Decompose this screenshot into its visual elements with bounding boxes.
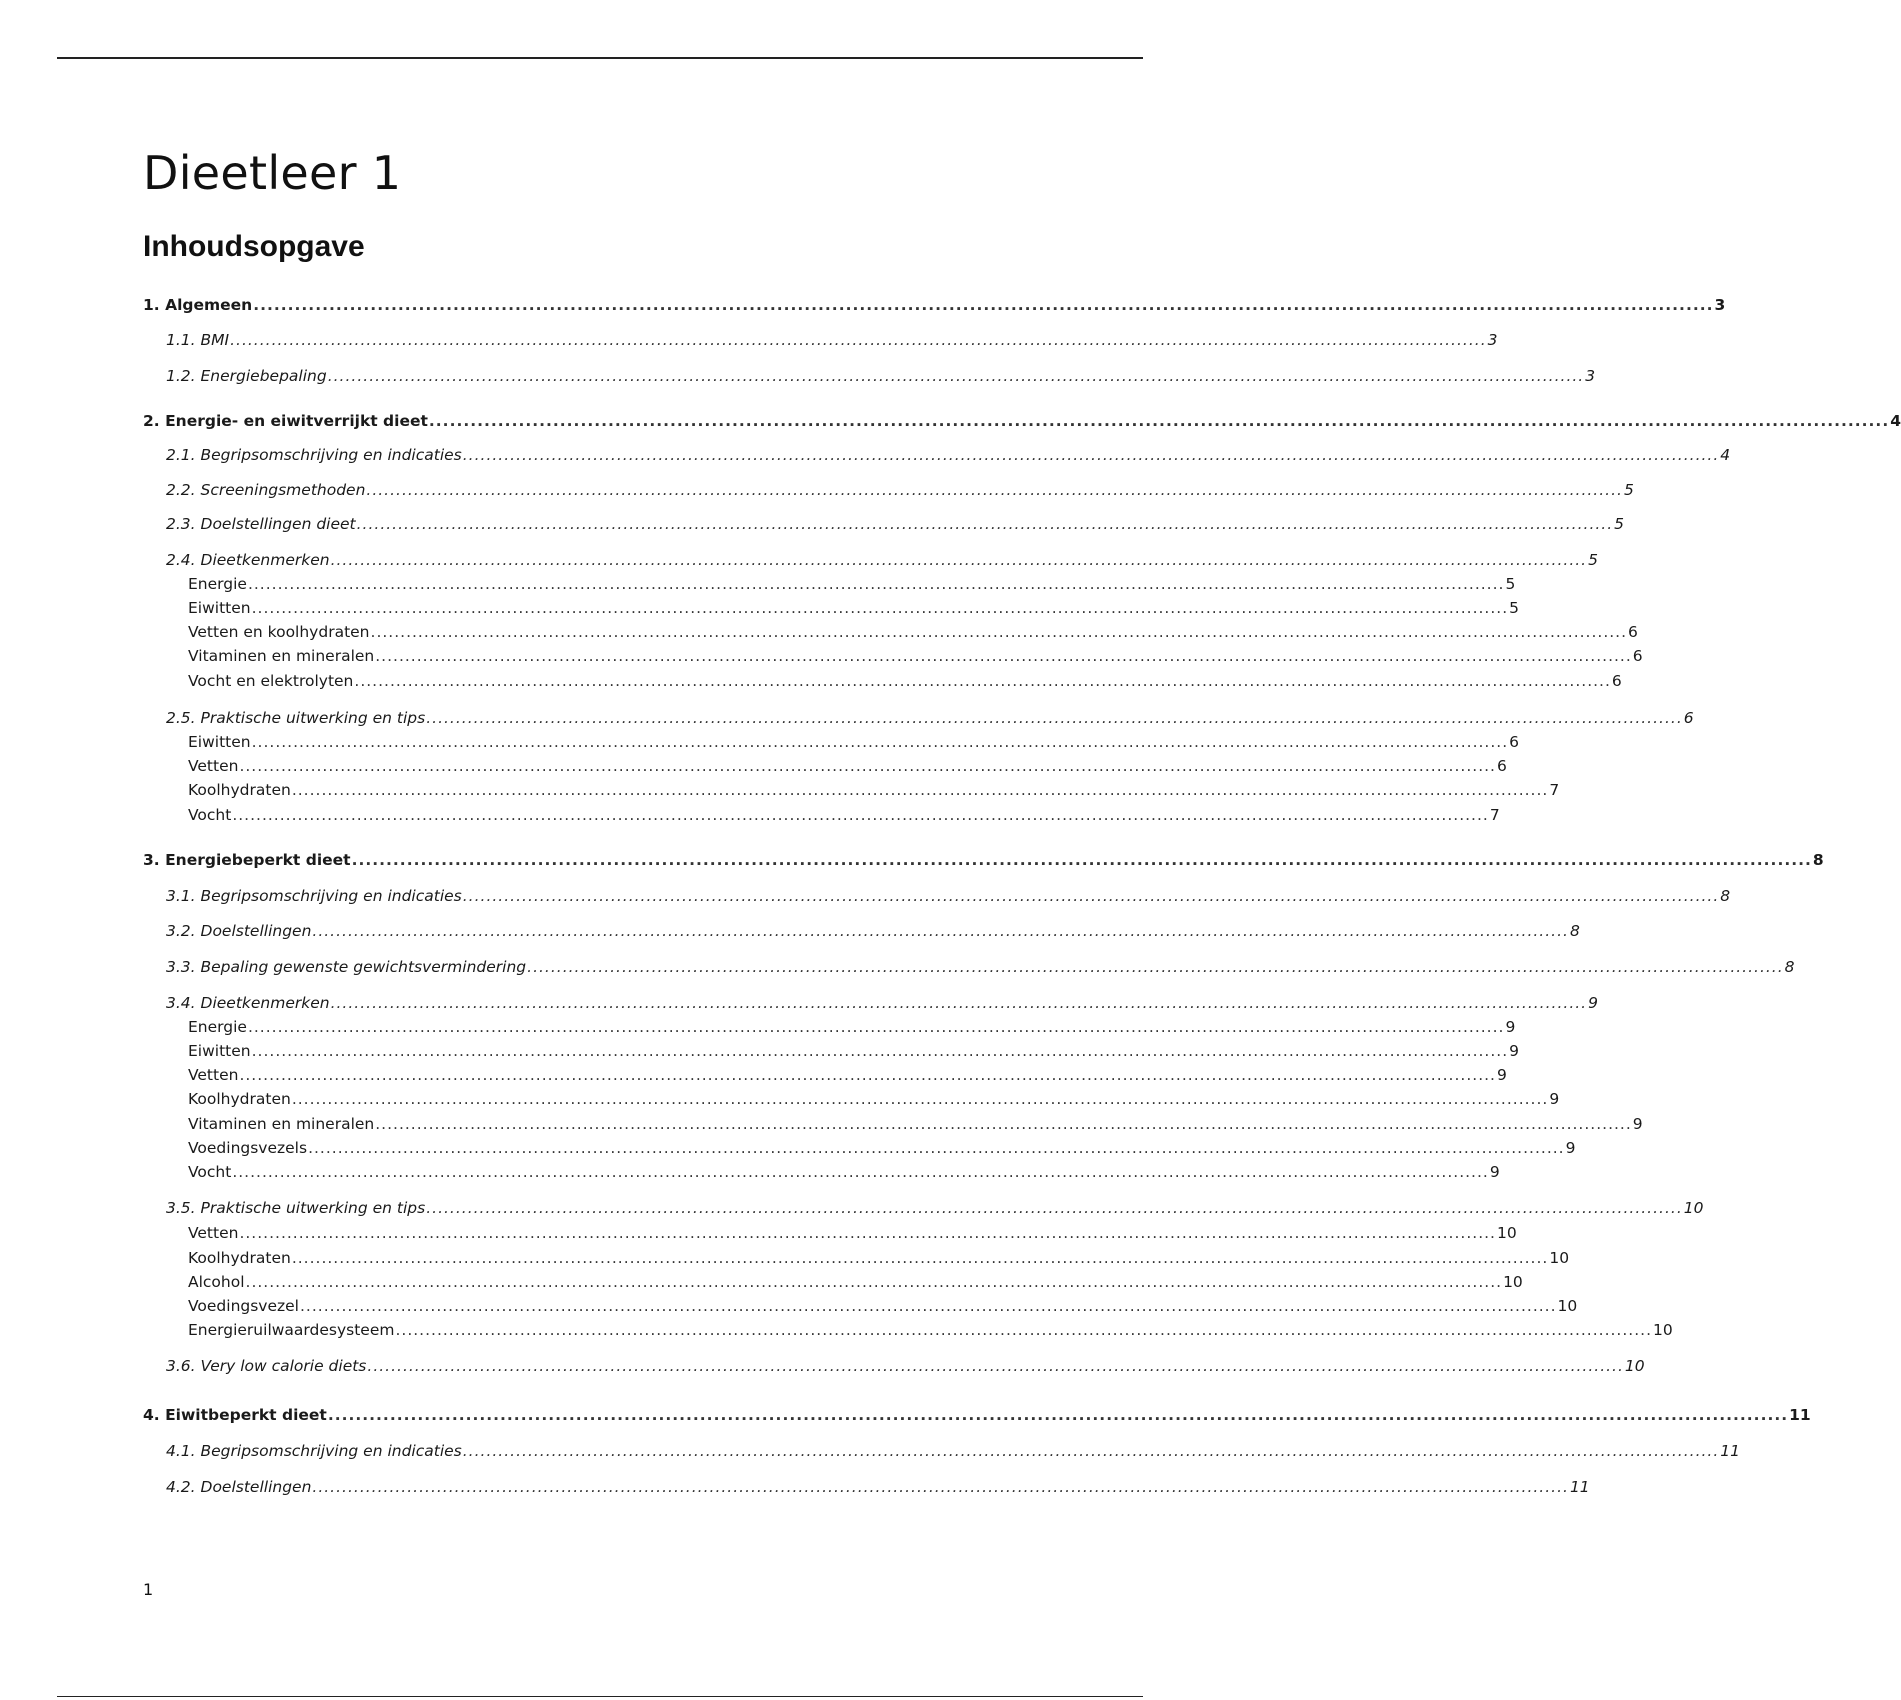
toc-entry-label: Koolhydraten: [188, 1249, 291, 1267]
toc-entry-label: Vocht en elektrolyten: [188, 672, 354, 690]
toc-entry-page: 6: [1496, 757, 1507, 775]
toc-dot-leader: ....................................................................................................................................................................................................................: [462, 887, 1720, 905]
toc-entry-label: 3.5. Praktische uitwerking en tips: [166, 1199, 426, 1217]
toc-entry-page: 5: [1623, 481, 1634, 499]
toc-entry-page: 6: [1611, 672, 1622, 690]
toc-entry-label: 4.2. Doelstellingen: [166, 1478, 312, 1496]
toc-entry-label: Vitaminen en mineralen: [188, 1115, 375, 1133]
toc-entry-page: 5: [1614, 515, 1625, 533]
toc-dot-leader: ....................................................................................................................................................................................................................: [251, 599, 1509, 617]
toc-entry-page: 6: [1509, 733, 1520, 751]
toc-entry-page: 5: [1509, 599, 1520, 617]
toc-entry[interactable]: [166, 480, 1634, 500]
toc-entry-label: Vetten: [188, 1224, 239, 1242]
toc-dot-leader: ....................................................................................................................................................................................................................: [426, 1199, 1683, 1217]
toc-entry[interactable]: [166, 957, 1795, 977]
toc-dot-leader: ....................................................................................................................................................................................................................: [330, 551, 1588, 569]
toc-entry[interactable]: [143, 411, 1901, 431]
toc-entry-page: 4: [1890, 412, 1901, 430]
toc-dot-leader: ....................................................................................................................................................................................................................: [366, 481, 1623, 499]
toc-entry[interactable]: [188, 1138, 1576, 1158]
toc-entry[interactable]: [188, 598, 1520, 618]
toc-dot-leader: ....................................................................................................................................................................................................................: [251, 733, 1509, 751]
toc-entry[interactable]: [188, 1114, 1643, 1134]
toc-dot-leader: ....................................................................................................................................................................................................................: [239, 757, 1496, 775]
toc-dot-leader: ....................................................................................................................................................................................................................: [327, 367, 1585, 385]
toc-entry-label: Vetten: [188, 1066, 239, 1084]
toc-entry-label: Eiwitten: [188, 599, 251, 617]
toc-entry-page: 9: [1549, 1090, 1560, 1108]
toc-entry-page: 10: [1496, 1224, 1517, 1242]
toc-entry[interactable]: [166, 330, 1498, 350]
toc-entry[interactable]: [188, 780, 1560, 800]
toc-dot-leader: ....................................................................................................................................................................................................................: [230, 331, 1487, 349]
header-rule: [57, 57, 1143, 59]
toc-entry-page: 10: [1549, 1249, 1570, 1267]
toc-entry-label: Vocht: [188, 1163, 232, 1181]
toc-entry-page: 8: [1812, 851, 1824, 869]
toc-entry-page: 3: [1585, 367, 1596, 385]
toc-entry[interactable]: [166, 1198, 1704, 1218]
toc-entry[interactable]: [188, 1320, 1673, 1340]
toc-entry-page: 4: [1720, 446, 1731, 464]
toc-entry-page: 8: [1569, 922, 1580, 940]
toc-entry-label: 2.2. Screeningsmethoden: [166, 481, 366, 499]
toc-entry-page: 3: [1487, 331, 1498, 349]
toc-entry[interactable]: [166, 366, 1596, 386]
toc-entry-label: Energie: [188, 1018, 247, 1036]
toc-entry-label: 1.2. Energiebepaling: [166, 367, 327, 385]
toc-entry-label: Vitaminen en mineralen: [188, 647, 375, 665]
toc-entry[interactable]: [188, 574, 1516, 594]
toc-entry[interactable]: [166, 1356, 1645, 1376]
toc-entry-page: 9: [1588, 994, 1598, 1012]
toc-entry-page: 7: [1549, 781, 1560, 799]
toc-dot-leader: ....................................................................................................................................................................................................................: [253, 296, 1714, 314]
toc-dot-leader: ....................................................................................................................................................................................................................: [239, 1224, 1496, 1242]
toc-dot-leader: ....................................................................................................................................................................................................................: [247, 575, 1505, 593]
toc-entry[interactable]: [188, 756, 1507, 776]
toc-entry[interactable]: [166, 1441, 1741, 1461]
toc-entry-page: 10: [1683, 1199, 1704, 1217]
document-title: Dieetleer 1: [143, 146, 402, 200]
toc-entry-page: 11: [1569, 1478, 1590, 1496]
toc-dot-leader: ....................................................................................................................................................................................................................: [367, 1357, 1624, 1375]
toc-entry[interactable]: [188, 1272, 1523, 1292]
toc-dot-leader: ....................................................................................................................................................................................................................: [232, 1163, 1489, 1181]
toc-entry-page: 8: [1784, 958, 1795, 976]
page-number: 1: [143, 1580, 154, 1599]
toc-dot-leader: ....................................................................................................................................................................................................................: [527, 958, 1784, 976]
toc-entry-label: 3.1. Begripsomschrijving en indicaties: [166, 887, 462, 905]
toc-entry-page: 9: [1632, 1115, 1643, 1133]
toc-entry-page: 8: [1720, 887, 1731, 905]
toc-entry-page: 6: [1683, 709, 1694, 727]
toc-dot-leader: ....................................................................................................................................................................................................................: [291, 781, 1549, 799]
toc-dot-leader: ....................................................................................................................................................................................................................: [291, 1090, 1549, 1108]
toc-dot-leader: ....................................................................................................................................................................................................................: [239, 1066, 1496, 1084]
toc-entry-label: 2. Energie- en eiwitverrijkt dieet: [143, 412, 428, 430]
toc-entry-label: 2.5. Praktische uitwerking en tips: [166, 709, 426, 727]
toc-entry-label: Koolhydraten: [188, 1090, 291, 1108]
toc-entry-label: 1.1. BMI: [166, 331, 230, 349]
toc-entry-label: Vetten en koolhydraten: [188, 623, 370, 641]
toc-entry-label: Voedingsvezel: [188, 1297, 299, 1315]
toc-entry-page: 11: [1720, 1442, 1741, 1460]
toc-dot-leader: ....................................................................................................................................................................................................................: [312, 922, 1569, 940]
toc-entry[interactable]: [188, 1041, 1520, 1061]
toc-entry-page: 5: [1588, 551, 1598, 569]
toc-entry-label: Koolhydraten: [188, 781, 291, 799]
toc-entry[interactable]: [166, 514, 1625, 534]
toc-entry-label: 2.1. Begripsomschrijving en indicaties: [166, 446, 462, 464]
toc-entry[interactable]: [143, 850, 1824, 870]
toc-entry-page: 10: [1503, 1273, 1523, 1291]
toc-dot-leader: ....................................................................................................................................................................................................................: [327, 1406, 1789, 1424]
toc-entry[interactable]: [166, 445, 1731, 465]
toc-entry-label: 4. Eiwitbeperkt dieet: [143, 1406, 327, 1424]
toc-entry-label: Alcohol: [188, 1273, 245, 1291]
toc-dot-leader: ....................................................................................................................................................................................................................: [356, 515, 1614, 533]
toc-entry[interactable]: [188, 732, 1520, 752]
toc-entry-label: Energie: [188, 575, 247, 593]
toc-entry-label: Eiwitten: [188, 733, 251, 751]
toc-entry[interactable]: [166, 921, 1580, 941]
toc-entry[interactable]: [188, 1296, 1578, 1316]
toc-entry-page: 10: [1624, 1357, 1645, 1375]
toc-dot-leader: ....................................................................................................................................................................................................................: [395, 1321, 1652, 1339]
toc-entry[interactable]: [188, 1089, 1560, 1109]
toc-dot-leader: ....................................................................................................................................................................................................................: [375, 647, 1632, 665]
toc-entry[interactable]: [188, 646, 1643, 666]
toc-entry-page: 3: [1714, 296, 1726, 314]
toc-entry[interactable]: [188, 1017, 1516, 1037]
toc-entry-page: 10: [1653, 1321, 1673, 1339]
toc-entry-label: 2.3. Doelstellingen dieet: [166, 515, 356, 533]
toc-entry-page: 7: [1489, 806, 1500, 824]
toc-dot-leader: ....................................................................................................................................................................................................................: [428, 412, 1890, 430]
toc-heading: Inhoudsopgave: [143, 230, 365, 263]
toc-entry[interactable]: [166, 993, 1598, 1013]
toc-entry[interactable]: [188, 1162, 1500, 1182]
toc-dot-leader: ....................................................................................................................................................................................................................: [291, 1249, 1549, 1267]
toc-dot-leader: ....................................................................................................................................................................................................................: [251, 1042, 1509, 1060]
toc-dot-leader: ....................................................................................................................................................................................................................: [247, 1018, 1505, 1036]
toc-entry-page: 11: [1789, 1406, 1811, 1424]
toc-entry-page: 6: [1628, 623, 1638, 641]
toc-entry-label: Eiwitten: [188, 1042, 251, 1060]
toc-entry-label: 4.1. Begripsomschrijving en indicaties: [166, 1442, 462, 1460]
toc-entry-label: 3.4. Dieetkenmerken: [166, 994, 330, 1012]
toc-entry-label: 3.3. Bepaling gewenste gewichtsvermindering: [166, 958, 527, 976]
toc-entry[interactable]: [166, 708, 1694, 728]
toc-entry[interactable]: [143, 1405, 1811, 1425]
toc-entry-label: 3. Energiebeperkt dieet: [143, 851, 351, 869]
toc-entry-page: 9: [1509, 1042, 1520, 1060]
footer-rule: [57, 1696, 1143, 1697]
toc-dot-leader: ....................................................................................................................................................................................................................: [245, 1273, 1503, 1291]
toc-dot-leader: ....................................................................................................................................................................................................................: [312, 1478, 1569, 1496]
toc-dot-leader: ....................................................................................................................................................................................................................: [354, 672, 1611, 690]
toc-entry-page: 9: [1565, 1139, 1576, 1157]
toc-dot-leader: ....................................................................................................................................................................................................................: [232, 806, 1489, 824]
toc-entry-page: 9: [1489, 1163, 1500, 1181]
toc-dot-leader: ....................................................................................................................................................................................................................: [426, 709, 1683, 727]
toc-dot-leader: ....................................................................................................................................................................................................................: [351, 851, 1812, 869]
toc-dot-leader: ....................................................................................................................................................................................................................: [462, 1442, 1720, 1460]
toc-entry-label: 3.6. Very low calorie diets: [166, 1357, 367, 1375]
toc-dot-leader: ....................................................................................................................................................................................................................: [370, 623, 1628, 641]
toc-entry-page: 5: [1505, 575, 1516, 593]
toc-dot-leader: ....................................................................................................................................................................................................................: [308, 1139, 1565, 1157]
toc-entry[interactable]: [166, 550, 1598, 570]
toc-dot-leader: ....................................................................................................................................................................................................................: [330, 994, 1588, 1012]
toc-entry[interactable]: [166, 1477, 1590, 1497]
toc-entry-label: Voedingsvezels: [188, 1139, 308, 1157]
toc-dot-leader: ....................................................................................................................................................................................................................: [462, 446, 1720, 464]
toc-entry[interactable]: [188, 622, 1638, 642]
toc-entry[interactable]: [166, 886, 1731, 906]
toc-entry-page: 9: [1496, 1066, 1507, 1084]
toc-entry-label: 1. Algemeen: [143, 296, 253, 314]
toc-entry-label: Energieruilwaardesysteem: [188, 1321, 395, 1339]
toc-dot-leader: ....................................................................................................................................................................................................................: [300, 1297, 1557, 1315]
toc-entry[interactable]: [188, 1248, 1570, 1268]
toc-entry-label: 2.4. Dieetkenmerken: [166, 551, 330, 569]
toc-entry-page: 10: [1557, 1297, 1578, 1315]
toc-entry-label: 3.2. Doelstellingen: [166, 922, 312, 940]
toc-entry[interactable]: [188, 805, 1500, 825]
toc-entry[interactable]: [143, 295, 1726, 315]
toc-dot-leader: ....................................................................................................................................................................................................................: [375, 1115, 1632, 1133]
toc-entry[interactable]: [188, 1223, 1517, 1243]
toc-entry[interactable]: [188, 1065, 1507, 1085]
toc-entry-page: 6: [1632, 647, 1643, 665]
toc-entry-label: Vetten: [188, 757, 239, 775]
toc-entry-page: 9: [1505, 1018, 1516, 1036]
toc-entry-label: Vocht: [188, 806, 232, 824]
toc-entry[interactable]: [188, 671, 1622, 691]
